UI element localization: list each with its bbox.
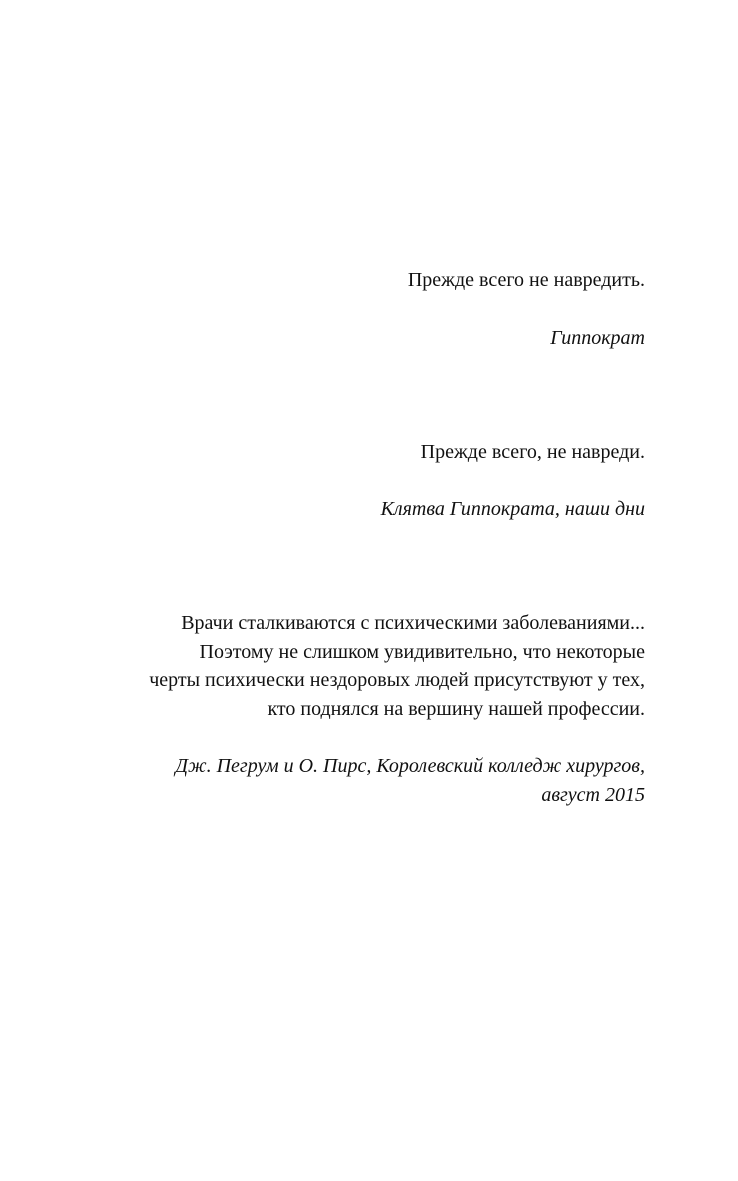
epigraph-3-quote-line-2: Поэтому не слишком увидивительно, что некоторые bbox=[199, 641, 645, 663]
epigraph-3-quote-line-4: кто поднялся на вершину нашей профессии. bbox=[267, 698, 645, 720]
epigraph-3-quote-line-3: черты психически нездоровых людей присутствуют у тех, bbox=[149, 669, 645, 691]
epigraph-1-attribution: Гиппократ bbox=[550, 327, 645, 349]
epigraph-1-quote: Прежде всего не навредить. bbox=[407, 269, 645, 291]
epigraph-3-attribution-line-1: Дж. Пегрум и О. Пирс, Королевский колледж хирургов, bbox=[175, 755, 645, 777]
epigraph-2-quote: Прежде всего, не навреди. bbox=[420, 441, 645, 463]
epigraph-2-attribution: Клятва Гиппократа, наши дни bbox=[380, 498, 645, 520]
epigraph-3-attribution-line-2: август 2015 bbox=[541, 784, 645, 806]
epigraph-3-quote-line-1: Врачи сталкиваются с психическими заболеваниями... bbox=[181, 612, 645, 634]
